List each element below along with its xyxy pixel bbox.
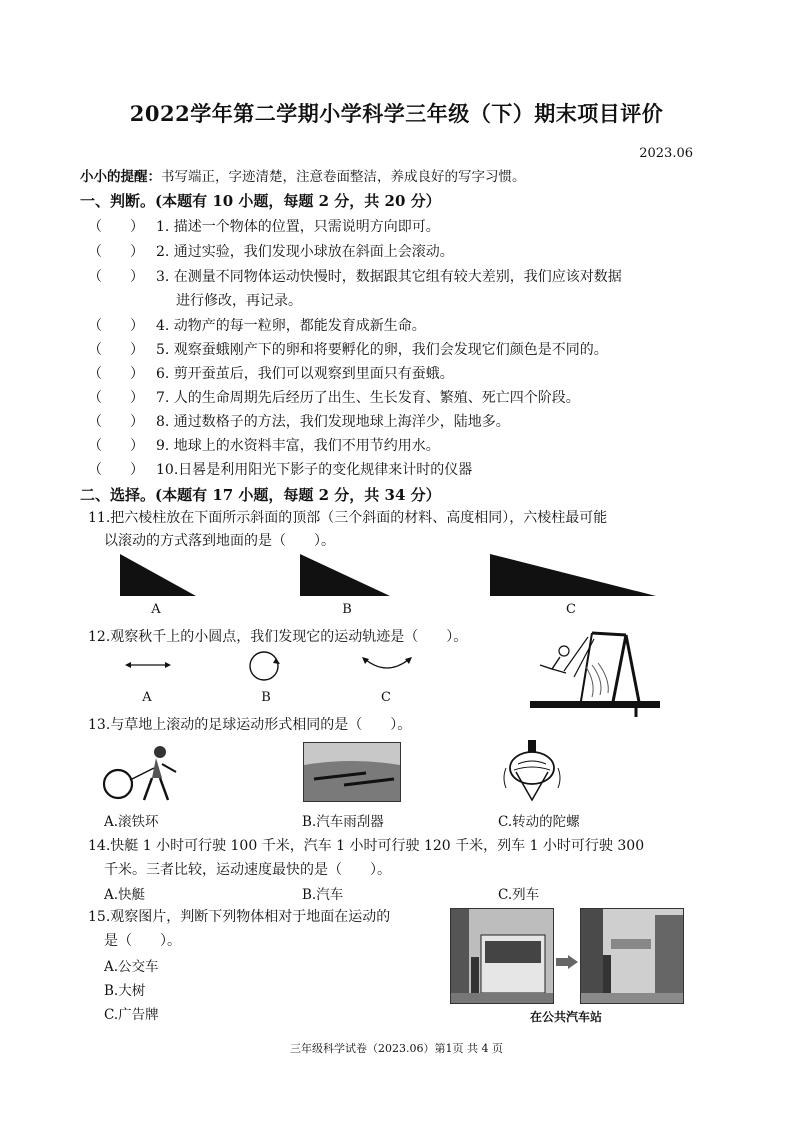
answer-blank[interactable]: （ ） <box>88 438 144 454</box>
q15-option-a: A.公交车 <box>104 959 159 975</box>
answer-blank[interactable]: （ ） <box>88 318 144 334</box>
question-text: 5. 观察蚕蛾刚产下的卵和将要孵化的卵，我们会发现它们颜色是不同的。 <box>156 342 608 358</box>
question-text: 10.日晷是利用阳光下影子的变化规律来计时的仪器 <box>156 462 473 478</box>
trajectory-b-figure <box>246 648 282 684</box>
hoop-rolling-illustration <box>102 744 187 804</box>
reminder-text: 书写端正，字迹清楚，注意卷面整洁，养成良好的写字习惯。 <box>161 169 526 185</box>
ramp-c-figure <box>488 552 658 597</box>
judge-item-3 <box>88 266 622 286</box>
judge-item-5 <box>88 339 608 359</box>
page-footer: 三年级科学试卷（2023.06）第1页 共 4 页 <box>290 1042 503 1055</box>
question-text: 3. 在测量不同物体运动快慢时，数据跟其它组有较大差别，我们应该对数据 <box>156 269 622 285</box>
trajectory-b-label: B <box>261 690 271 705</box>
trajectory-a-label: A <box>142 690 152 705</box>
answer-blank[interactable]: （ ） <box>88 390 144 406</box>
q14-option-c: C.列车 <box>498 887 540 903</box>
wiper-photo <box>303 742 401 802</box>
judge-item-1 <box>88 216 440 236</box>
judge-item-2 <box>88 241 454 261</box>
q14-option-b: B.汽车 <box>302 887 344 903</box>
q13-option-c: C.转动的陀螺 <box>498 814 580 830</box>
answer-blank[interactable]: （ ） <box>88 269 144 285</box>
answer-blank[interactable]: （ ） <box>88 244 144 260</box>
ramp-b-label: B <box>342 602 352 617</box>
judge-item-4 <box>88 315 426 335</box>
judge-item-8 <box>88 411 510 431</box>
judge-item-9 <box>88 435 440 455</box>
reminder-line <box>80 165 526 185</box>
spinning-top-illustration <box>502 738 562 804</box>
question-text: 7. 人的生命周期先后经历了出生、生长发育、繁殖、死亡四个阶段。 <box>156 390 580 406</box>
ramp-b-figure <box>298 552 393 597</box>
q13-option-b: B.汽车雨刮器 <box>302 814 384 830</box>
q15-option-b: B.大树 <box>104 983 146 999</box>
q14-option-a: A.快艇 <box>104 887 146 903</box>
question-text: 8. 通过数格子的方法，我们发现地球上海洋少，陆地多。 <box>156 414 510 430</box>
bus-stop-photo-1 <box>450 908 554 1004</box>
answer-blank[interactable]: （ ） <box>88 342 144 358</box>
bus-stop-photo-2 <box>580 908 684 1004</box>
judge-item-6 <box>88 363 454 383</box>
question-continuation: 进行修改，再记录。 <box>176 293 302 309</box>
swing-illustration <box>530 627 660 719</box>
arrow-icon <box>556 955 578 969</box>
answer-blank[interactable]: （ ） <box>88 366 144 382</box>
exam-date: 2023.06 <box>639 146 693 161</box>
q15-option-c: C.广告牌 <box>104 1007 159 1023</box>
answer-blank[interactable]: （ ） <box>88 219 144 235</box>
reminder-label: 小小的提醒： <box>80 169 161 185</box>
question-text: 2. 通过实验，我们发现小球放在斜面上会滚动。 <box>156 244 454 260</box>
q14-text-line2: 千米。三者比较，运动速度最快的是（ ）。 <box>104 862 391 878</box>
section2-heading: 二、选择。(本题有 17 小题，每题 2 分，共 34 分） <box>80 486 441 504</box>
section1-heading: 一、判断。(本题有 10 小题，每题 2 分，共 20 分） <box>80 192 441 210</box>
q15-text-line1: 15.观察图片，判断下列物体相对于地面在运动的 <box>88 909 391 925</box>
answer-blank[interactable]: （ ） <box>88 462 144 478</box>
q13-option-a: A.滚铁环 <box>104 814 159 830</box>
ramp-a-label: A <box>151 602 161 617</box>
judge-item-10 <box>88 459 472 479</box>
answer-blank[interactable]: （ ） <box>88 414 144 430</box>
q12-text: 12.观察秋千上的小圆点，我们发现它的运动轨迹是（ ）。 <box>88 629 468 645</box>
judge-item-7 <box>88 387 580 407</box>
trajectory-a-figure <box>125 655 171 675</box>
question-text: 6. 剪开蚕茧后，我们可以观察到里面只有蚕蛾。 <box>156 366 454 382</box>
trajectory-c-figure <box>362 654 412 676</box>
page-title: 2022学年第二学期小学科学三年级（下）期末项目评价 <box>129 101 664 126</box>
q11-text-line2: 以滚动的方式落到地面的是（ ）。 <box>104 533 335 549</box>
trajectory-c-label: C <box>381 690 391 705</box>
question-text: 1. 描述一个物体的位置，只需说明方向即可。 <box>156 219 440 235</box>
q15-text-line2: 是（ ）。 <box>104 933 181 949</box>
ramp-a-figure <box>118 552 198 597</box>
q14-text-line1: 14.快艇 1 小时可行驶 100 千米，汽车 1 小时可行驶 120 千米，列车 1 小时可行驶 300 <box>88 838 645 854</box>
question-text: 9. 地球上的水资料丰富，我们不用节约用水。 <box>156 438 440 454</box>
ramp-c-label: C <box>566 602 576 617</box>
question-text: 4. 动物产的每一粒卵，都能发育成新生命。 <box>156 318 426 334</box>
q11-text-line1: 11.把六棱柱放在下面所示斜面的顶部（三个斜面的材料、高度相同），六棱柱最可能 <box>88 510 608 526</box>
photo-caption: 在公共汽车站 <box>529 1010 602 1024</box>
q13-text: 13.与草地上滚动的足球运动形式相同的是（ ）。 <box>88 717 412 733</box>
